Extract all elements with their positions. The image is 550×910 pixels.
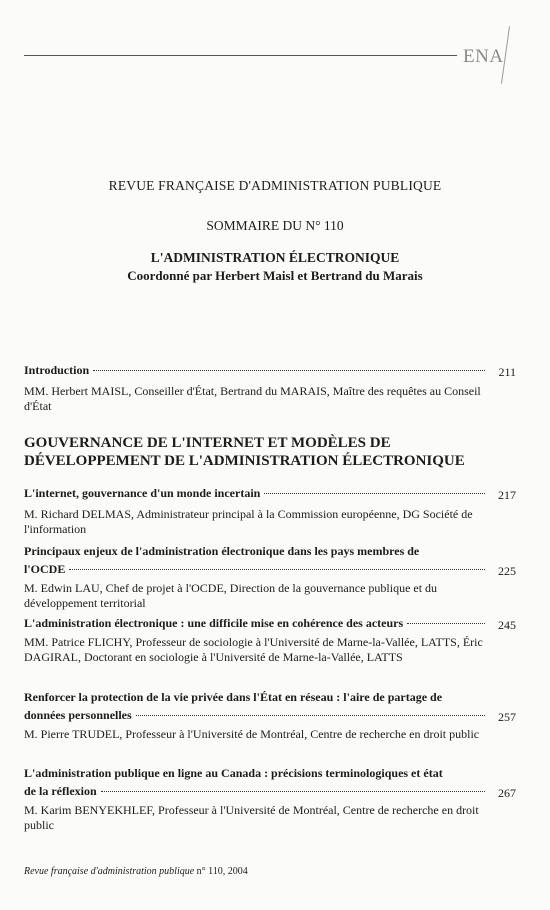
toc-entry[interactable] [24, 690, 514, 742]
entry-authors: M. Edwin LAU, Chef de projet à l'OCDE, Direction de la gouvernance publique et du développement territorial [24, 581, 438, 610]
page-number: 211 [498, 365, 516, 379]
entry-authors: M. Pierre TRUDEL, Professeur à l'Université de Montréal, Centre de recherche en droit public [24, 727, 480, 741]
toc-entry-introduction[interactable] [24, 363, 514, 414]
dot-leader [69, 569, 485, 570]
coordinators: Coordonné par Herbert Maisl et Bertrand du Marais [127, 268, 423, 283]
page-number: 217 [498, 488, 516, 502]
footer-journal: Revue française d'administration publique [24, 866, 195, 877]
dot-leader [407, 623, 485, 624]
dot-leader [93, 370, 485, 371]
dot-leader [101, 791, 485, 792]
page-number: 225 [498, 564, 516, 578]
entry-authors: MM. Patrice FLICHY, Professeur de sociologie à l'Université de Marne-la-Vallée, LATTS, Éric DAGIRAL, Doctorant en sociologie à l'Université de Marne-la-Vallée, LATTS [24, 635, 483, 664]
issue-title: SOMMAIRE DU N° 110 [206, 218, 344, 233]
entry-title: L'administration publique en ligne au Canada : précisions terminologiques et état [24, 766, 443, 780]
toc-entry[interactable] [24, 486, 514, 537]
entry-title: L'administration électronique : une difficile mise en cohérence des acteurs [24, 616, 404, 630]
footer-issue: n° 110, 2004 [196, 866, 248, 877]
page-number: 257 [498, 710, 516, 724]
section-title: GOUVERNANCE DE L'INTERNET ET MODÈLES DE DÉVELOPPEMENT DE L'ADMINISTRATION ÉLECTRONIQUE [24, 435, 465, 469]
entry-authors: M. Richard DELMAS, Administrateur principal à la Commission européenne, DG Société de l'information [24, 507, 473, 536]
dot-leader [264, 493, 485, 494]
toc-entry[interactable] [24, 766, 514, 833]
entry-title: Principaux enjeux de l'administration électronique dans les pays membres de [24, 544, 420, 558]
ena-logo-text: ENA [463, 46, 504, 67]
entry-title-continued: l'OCDE [24, 562, 66, 576]
entry-title-continued: de la réflexion [24, 784, 97, 798]
page-number: 267 [498, 786, 516, 800]
entry-authors: MM. Herbert MAISL, Conseiller d'État, Bertrand du MARAIS, Maître des requêtes au Conseil d'État [24, 384, 481, 413]
entry-title: L'internet, gouvernance d'un monde incertain [24, 486, 261, 500]
page-number: 245 [498, 618, 516, 632]
entry-title: Renforcer la protection de la vie privée dans l'État en réseau : l'aire de partage de [24, 690, 443, 704]
header-rule [24, 55, 457, 56]
theme-title: L'ADMINISTRATION ÉLECTRONIQUE [150, 250, 400, 265]
entry-title: Introduction [24, 363, 90, 377]
toc-entry[interactable] [24, 544, 514, 611]
footer-citation [24, 866, 248, 877]
toc-entry[interactable] [24, 616, 514, 665]
ena-logo [458, 22, 522, 90]
entry-title-continued: données personnelles [24, 708, 132, 722]
entry-authors: M. Karim BENYEKHLEF, Professeur à l'Université de Montréal, Centre de recherche en droit public [24, 803, 479, 832]
dot-leader [136, 715, 485, 716]
journal-title: REVUE FRANÇAISE D'ADMINISTRATION PUBLIQUE [108, 178, 442, 193]
